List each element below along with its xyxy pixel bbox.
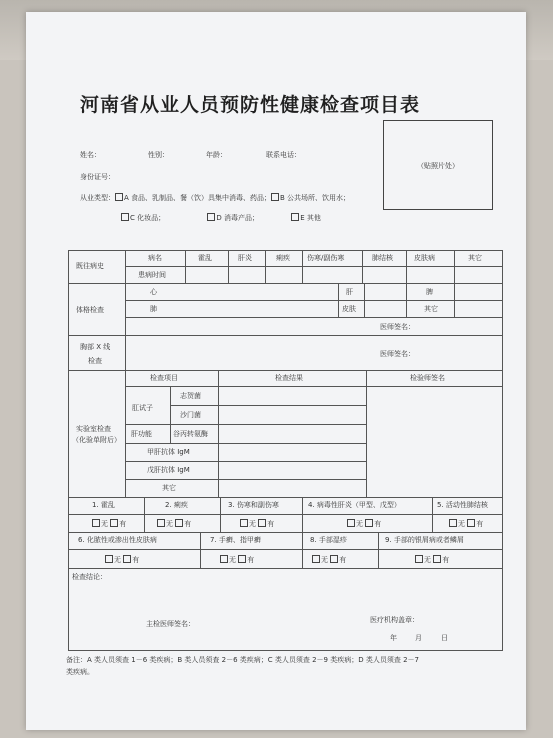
rule-dx2-c1 [200, 532, 201, 568]
rule-physical-c1 [338, 283, 339, 317]
date-month: 月 [415, 634, 422, 642]
rule-dx1-c4 [432, 497, 433, 532]
history-disease: 肺结核 [372, 254, 393, 262]
lab-label-2: （化验单附后） [72, 436, 121, 444]
rule-dx1-c2 [220, 497, 221, 532]
lab-anal-swab: 肛试子 [132, 404, 153, 412]
dx-yes-checkbox[interactable] [123, 555, 131, 563]
phone-label: 联系电话： [266, 151, 301, 159]
photo-box [383, 120, 493, 210]
photo-label: （贴照片处） [417, 162, 459, 170]
dx-yes-checkbox[interactable] [330, 555, 338, 563]
dx-yes-checkbox[interactable] [238, 555, 246, 563]
xray-doctor-sign: 医师签名： [380, 350, 415, 358]
dx-item: 9. 手部的银屑病或者鳞屑 [385, 536, 464, 544]
lab-hev: 戊肝抗体 IgM [147, 466, 190, 474]
rule-history-c6 [406, 250, 407, 283]
table-border-right [502, 250, 503, 650]
table-border-left [68, 250, 69, 650]
rule-history-c3 [265, 250, 266, 283]
opt-yes: 有 [119, 520, 127, 528]
rule-dx1-c3 [302, 497, 303, 532]
lab-liver-function: 肝功能 [131, 430, 152, 438]
dx-item: 2. 痢疾 [165, 501, 188, 509]
opt-yes: 有 [442, 556, 450, 564]
category-b-label: B 公共场所、饮用水； [280, 194, 351, 202]
lab-hav: 甲肝抗体 IgM [147, 448, 190, 456]
gender-label: 性别： [148, 151, 169, 159]
dx-none-checkbox[interactable] [312, 555, 320, 563]
rule-lab-sub [170, 386, 171, 443]
date-day: 日 [441, 634, 448, 642]
history-disease: 伤寒/副伤寒 [307, 254, 345, 262]
physical-doctor-sign: 医师签名： [380, 323, 415, 331]
dx-options [105, 555, 139, 565]
dx-none-checkbox[interactable] [105, 555, 113, 563]
physical-liver: 肝 [346, 288, 353, 296]
dx-none-checkbox[interactable] [449, 519, 457, 527]
opt-none: 无 [229, 556, 236, 564]
category-e-label: E 其他 [300, 214, 321, 222]
rule-label-col [125, 250, 126, 497]
dx-none-checkbox[interactable] [157, 519, 165, 527]
rule-physical-c4 [454, 283, 455, 317]
rule-lab-c1 [218, 370, 219, 497]
history-disease: 皮肤病 [414, 254, 435, 262]
dx-options [240, 519, 274, 529]
opt-none: 无 [424, 556, 431, 564]
dx-yes-checkbox[interactable] [110, 519, 118, 527]
dx-none-checkbox[interactable] [92, 519, 100, 527]
dx-item: 1. 霍乱 [92, 501, 115, 509]
xray-label: 胸部 X 线 [80, 343, 111, 351]
dx-options [92, 519, 126, 529]
lab-shigella: 志贺菌 [180, 392, 201, 400]
rule-history-c2 [228, 250, 229, 283]
dx-yes-checkbox[interactable] [433, 555, 441, 563]
opt-none: 无 [356, 520, 363, 528]
lab-salmonella: 沙门菌 [180, 411, 201, 419]
table-border-bottom [68, 650, 503, 651]
category-row-2 [121, 213, 321, 223]
opt-none: 无 [114, 556, 121, 564]
history-disease-header: 病名 [148, 254, 162, 262]
rule-lab-r5 [125, 479, 366, 480]
dx-options [449, 519, 483, 529]
category-d-checkbox[interactable] [207, 213, 215, 221]
rule-history-c5 [362, 250, 363, 283]
history-label: 既往病史 [76, 262, 104, 270]
category-label: 从业类型： [80, 194, 115, 202]
dx-item: 7. 手癣、指甲癣 [210, 536, 261, 544]
dx-options [157, 519, 191, 529]
table-border-top [68, 250, 503, 251]
rule-physical-r2 [125, 317, 502, 318]
category-a-label: A 食品、乳制品、餐（饮）具集中消毒、药品； [124, 194, 272, 202]
lab-col-sign: 检验师签名 [410, 374, 445, 382]
physical-lung: 肺 [150, 305, 157, 313]
rule-physical-r1 [125, 300, 502, 301]
id-label: 身份证号： [80, 173, 115, 181]
age-label: 年龄： [206, 151, 227, 159]
history-disease: 其它 [468, 254, 482, 262]
opt-yes: 有 [339, 556, 347, 564]
history-disease: 痢疾 [276, 254, 290, 262]
rule-dx1-bottom [68, 532, 503, 533]
lab-col-result: 检查结果 [275, 374, 303, 382]
opt-yes: 有 [267, 520, 275, 528]
conclusion-label: 检查结论： [72, 573, 107, 581]
rule-lab-r4 [125, 461, 366, 462]
opt-yes: 有 [184, 520, 192, 528]
rule-lab-bottom [68, 497, 503, 498]
dx-none-checkbox[interactable] [220, 555, 228, 563]
chief-doctor-sign: 主检医师签名： [146, 620, 195, 628]
category-e-checkbox[interactable] [291, 213, 299, 221]
dx-item: 3. 伤寒和副伤寒 [228, 501, 279, 509]
rule-history-c1 [185, 250, 186, 283]
opt-yes: 有 [476, 520, 484, 528]
category-a-checkbox[interactable] [115, 193, 123, 201]
xray-label-2: 检查 [88, 357, 102, 365]
rule-physical-bottom [68, 335, 503, 336]
form-title: 河南省从业人员预防性健康检查项目表 [79, 94, 420, 116]
category-c-checkbox[interactable] [121, 213, 129, 221]
footnote-cont: 类疾病。 [66, 668, 94, 676]
rule-dx1-header [68, 514, 503, 515]
rule-dx2-c3 [378, 532, 379, 568]
dx-item: 5. 活动性肺结核 [437, 501, 488, 509]
dx-item: 6. 化脓性或渗出性皮肤病 [78, 536, 157, 544]
rule-lab-c2 [366, 370, 367, 497]
dx-yes-checkbox[interactable] [258, 519, 266, 527]
rule-physical-c3 [406, 283, 407, 317]
rule-dx2-bottom [68, 568, 503, 569]
dx-item: 8. 手部湿疹 [310, 536, 347, 544]
opt-yes: 有 [374, 520, 382, 528]
opt-yes: 有 [247, 556, 255, 564]
history-time-header: 患病时间 [138, 271, 166, 279]
opt-none: 无 [458, 520, 465, 528]
dx-yes-checkbox[interactable] [175, 519, 183, 527]
opt-none: 无 [101, 520, 108, 528]
category-b-checkbox[interactable] [271, 193, 279, 201]
lab-other: 其它 [162, 484, 176, 492]
footnote: 备注：A 类人员须查 1－6 类疾病；B 类人员须查 2－6 类疾病；C 类人员须查 2－9 类疾病；D 类人员须查 2－7 [66, 656, 419, 664]
rule-physical-c2 [364, 283, 365, 317]
date-year: 年 [390, 634, 397, 642]
opt-none: 无 [321, 556, 328, 564]
dx-yes-checkbox[interactable] [365, 519, 373, 527]
rule-lab-r3 [125, 443, 366, 444]
physical-skin: 皮肤 [342, 305, 356, 313]
rule-history-c4 [302, 250, 303, 283]
category-d-label: D 消毒产品； [216, 214, 259, 222]
physical-label: 体格检查 [76, 306, 104, 314]
rule-history-mid [125, 266, 502, 267]
rule-history-bottom [68, 283, 503, 284]
opt-none: 无 [166, 520, 173, 528]
history-disease: 肝炎 [238, 254, 252, 262]
rule-lab-r1 [170, 405, 366, 406]
opt-none: 无 [249, 520, 256, 528]
rule-dx2-c2 [302, 532, 303, 568]
rule-dx2-header [68, 549, 503, 550]
rule-lab-r2 [125, 424, 366, 425]
rule-lab-header [125, 386, 502, 387]
dx-options [220, 555, 254, 565]
dx-yes-checkbox[interactable] [467, 519, 475, 527]
dx-none-checkbox[interactable] [240, 519, 248, 527]
rule-dx1-c1 [144, 497, 145, 532]
rule-xray-bottom [68, 370, 503, 371]
dx-none-checkbox[interactable] [415, 555, 423, 563]
dx-options [347, 519, 381, 529]
rule-history-c7 [454, 250, 455, 283]
physical-heart: 心 [150, 288, 157, 296]
category-c-label: C 化妆品； [130, 214, 166, 222]
dx-none-checkbox[interactable] [347, 519, 355, 527]
history-disease: 霍乱 [198, 254, 212, 262]
opt-yes: 有 [132, 556, 140, 564]
dx-options [312, 555, 346, 565]
dx-item: 4. 病毒性肝炎（甲型、戊型） [308, 501, 401, 509]
institution-seal: 医疗机构盖章： [370, 616, 419, 624]
lab-col-item: 检查项目 [150, 374, 178, 382]
name-label: 姓名： [80, 151, 101, 159]
dx-options [415, 555, 449, 565]
physical-spleen: 脾 [426, 288, 433, 296]
category-row-1 [80, 193, 350, 203]
lab-label: 实验室检查 [76, 425, 111, 433]
lab-alt: 谷丙转氨酶 [173, 430, 208, 438]
physical-other: 其它 [424, 305, 438, 313]
